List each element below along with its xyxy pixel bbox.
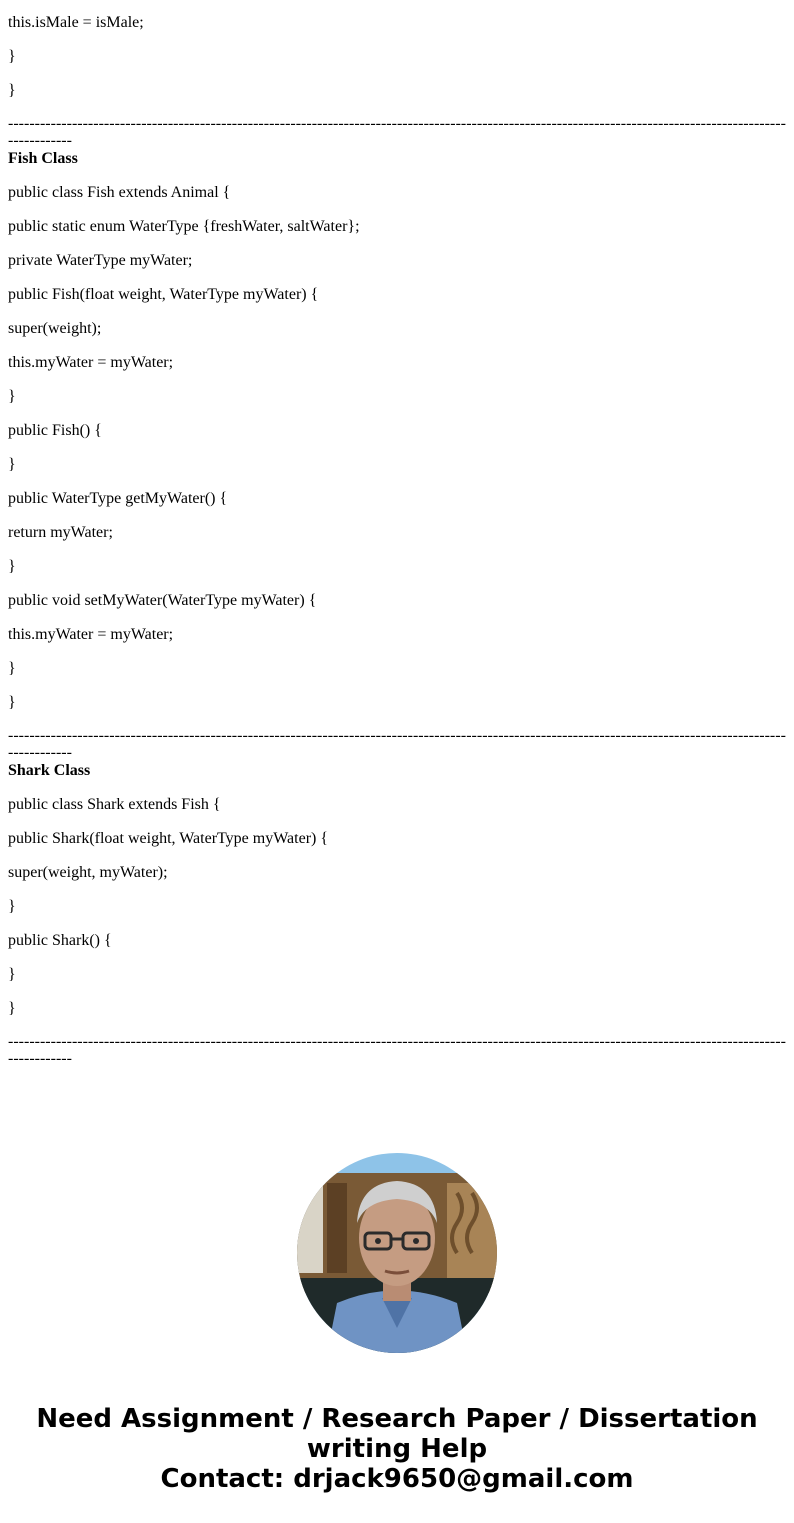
portrait-icon	[297, 1153, 497, 1353]
code-line: }	[8, 388, 16, 405]
code-line: public static enum WaterType {freshWater, saltWater};	[8, 218, 360, 235]
code-line: }	[8, 456, 16, 473]
code-line: }	[8, 898, 16, 915]
code-line: public class Shark extends Fish {	[8, 796, 221, 813]
shark-class-heading: Shark Class	[8, 762, 91, 779]
cta-line: writing Help	[306, 1434, 488, 1464]
code-line: return myWater;	[8, 524, 113, 541]
code-line: this.myWater = myWater;	[8, 354, 174, 371]
code-line: }	[8, 48, 16, 65]
cta-line: Need Assignment / Research Paper / Dissertation	[36, 1404, 758, 1434]
code-line: }	[8, 694, 16, 711]
code-line: public Shark(float weight, WaterType myWater) {	[8, 830, 329, 847]
code-line: }	[8, 660, 16, 677]
code-line: }	[8, 966, 16, 983]
dashed-divider: --------------------------------------------------------------------------------------------------------------------------------------------------------------	[8, 1033, 786, 1067]
dashed-divider: --------------------------------------------------------------------------------------------------------------------------------------------------------------	[8, 727, 786, 761]
contact-email: Contact: drjack9650@gmail.com	[160, 1464, 634, 1494]
code-line: private WaterType myWater;	[8, 252, 193, 269]
code-line: this.myWater = myWater;	[8, 626, 174, 643]
fish-class-heading: Fish Class	[8, 150, 78, 167]
code-line: }	[8, 1000, 16, 1017]
code-line: public Shark() {	[8, 932, 112, 949]
code-line: public Fish() {	[8, 422, 102, 439]
code-line: public WaterType getMyWater() {	[8, 490, 228, 507]
author-photo	[297, 1153, 497, 1353]
code-line: public Fish(float weight, WaterType myWater) {	[8, 286, 319, 303]
document-body	[8, 13, 786, 1067]
code-line: }	[8, 82, 16, 99]
code-line: super(weight);	[8, 320, 102, 337]
code-line: super(weight, myWater);	[8, 864, 168, 881]
code-line: public void setMyWater(WaterType myWater) {	[8, 592, 317, 609]
code-line: }	[8, 558, 16, 575]
dashed-divider: --------------------------------------------------------------------------------------------------------------------------------------------------------------	[8, 115, 786, 149]
contact-banner	[0, 1404, 794, 1494]
code-line: public class Fish extends Animal {	[8, 184, 231, 201]
code-line: this.isMale = isMale;	[8, 14, 144, 31]
